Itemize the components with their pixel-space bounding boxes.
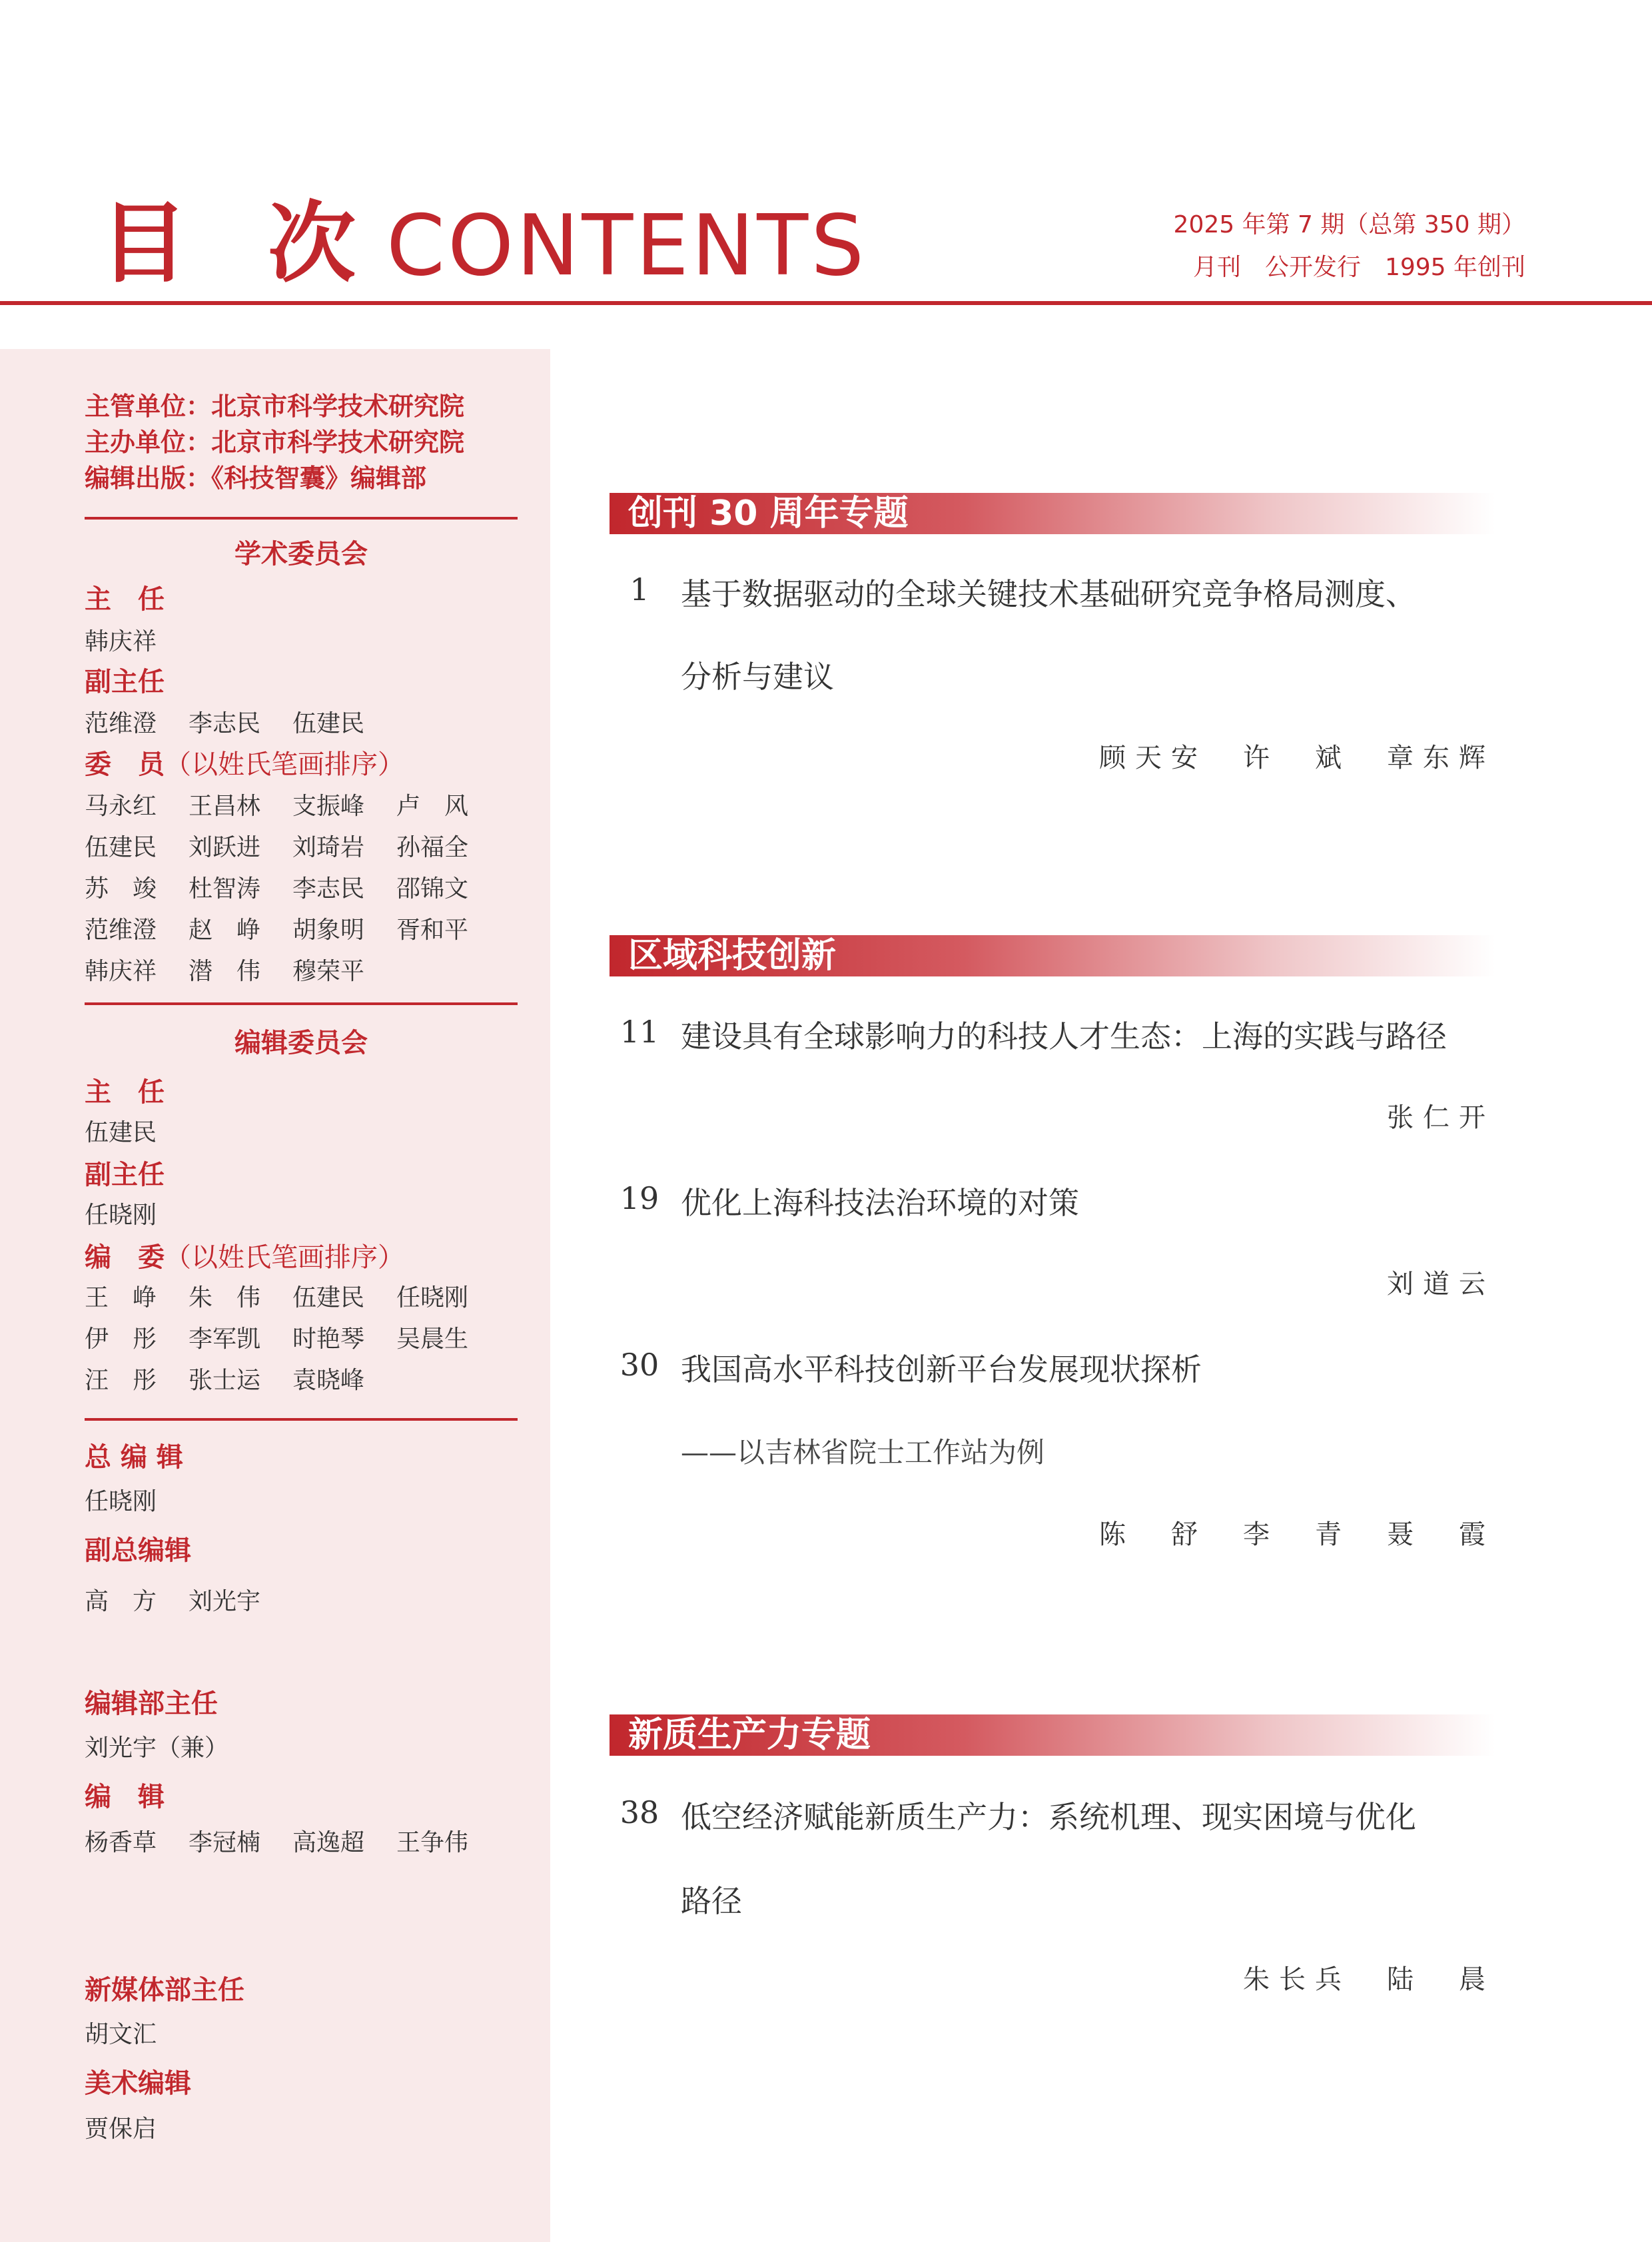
section-title: 创刊 30 周年专题: [628, 494, 909, 534]
name: 邵锦文: [396, 875, 469, 903]
academic-director-label: 主 任: [85, 584, 165, 615]
org-sponsor: 主办单位：北京市科学技术研究院: [85, 428, 465, 457]
name: 范维澄: [85, 917, 157, 944]
academic-members-row: [85, 952, 396, 986]
members-label: 编 委: [85, 1242, 165, 1273]
name: 高逸超: [292, 1829, 365, 1856]
article-title-cont[interactable]: 分析与建议: [681, 659, 834, 695]
name: 支振峰: [292, 793, 365, 820]
name: 刘跃进: [189, 834, 261, 861]
editorial-deputy: 任晓刚: [85, 1202, 157, 1229]
dept-director: 刘光宇（兼）: [85, 1734, 229, 1762]
members-note: （以姓氏笔画排序）: [165, 1242, 404, 1273]
editorial-director: 伍建民: [85, 1119, 157, 1146]
issue-info: [1174, 204, 1525, 289]
name: 刘光宇: [189, 1588, 261, 1615]
article-authors: 朱长兵 陆 晨: [1243, 1964, 1495, 1995]
name: 伍建民: [292, 710, 365, 737]
org-list: [85, 388, 518, 496]
org-supervisor: 主管单位：北京市科学技术研究院: [85, 392, 465, 421]
name: 袁晓峰: [292, 1367, 365, 1394]
art-editor: 贾保启: [85, 2115, 157, 2143]
name: 朱 伟: [189, 1284, 261, 1311]
section-title: 区域科技创新: [628, 936, 837, 976]
name: 杜智涛: [189, 875, 261, 903]
article-authors: 顾天安 许 斌 章东辉: [1099, 743, 1495, 773]
divider: [85, 1002, 518, 1005]
name: 杨香草: [85, 1829, 157, 1856]
name: 王 峥: [85, 1284, 157, 1311]
divider: [85, 517, 518, 520]
name: 卢 风: [396, 793, 469, 820]
title-en: CONTENTS: [386, 196, 867, 294]
name: 汪 彤: [85, 1367, 157, 1394]
article-title[interactable]: 建设具有全球影响力的科技人才生态：上海的实践与路径: [681, 1018, 1447, 1054]
name: 胥和平: [396, 917, 469, 944]
name: 孙福全: [396, 834, 469, 861]
name: 李志民: [292, 875, 365, 903]
members-note: （以姓氏笔画排序）: [165, 749, 404, 780]
name: 李冠楠: [189, 1829, 261, 1856]
name: 伊 彤: [85, 1325, 157, 1353]
name: 潜 伟: [189, 958, 261, 985]
article-page: 11: [620, 1014, 659, 1050]
name: 张士运: [189, 1367, 261, 1394]
section-title: 新质生产力专题: [628, 1715, 871, 1755]
name: 刘琦岩: [292, 834, 365, 861]
new-media-label: 新媒体部主任: [85, 1975, 244, 2006]
name: 王争伟: [396, 1829, 469, 1856]
name: 赵 峥: [189, 917, 261, 944]
name: 高 方: [85, 1588, 157, 1615]
deputy-chiefs: [85, 1583, 292, 1617]
article-page: 38: [620, 1794, 659, 1830]
article-authors: 张仁开: [1387, 1102, 1495, 1133]
name: 时艳琴: [292, 1325, 365, 1353]
academic-deputies: [85, 705, 396, 739]
academic-members-row: [85, 829, 500, 863]
name: 吴晨生: [396, 1325, 469, 1353]
article-authors: 刘道云: [1387, 1269, 1495, 1300]
title-cn-mu: 目: [100, 192, 188, 295]
members-label: 委 员: [85, 749, 165, 780]
name: 胡象明: [292, 917, 365, 944]
editorial-members-row: [85, 1279, 500, 1313]
editorial-committee-heading: 编辑委员会: [234, 1028, 368, 1058]
new-media-director: 胡文汇: [85, 2021, 157, 2048]
editorial-members-label: [85, 1236, 404, 1274]
academic-members-row: [85, 911, 500, 945]
page-title: [100, 181, 867, 295]
section-banner: [610, 935, 1495, 976]
divider: [85, 1418, 518, 1421]
article-title-cont[interactable]: 路径: [681, 1883, 742, 1919]
name: 李军凯: [189, 1325, 261, 1353]
name: 韩庆祥: [85, 958, 157, 985]
article-page: 1: [629, 571, 649, 607]
editors-label: 编 辑: [85, 1782, 165, 1812]
academic-deputy-label: 副主任: [85, 667, 165, 697]
academic-members-label: [85, 743, 404, 781]
editorial-director-label: 主 任: [85, 1077, 165, 1108]
name: 王昌林: [189, 793, 261, 820]
section-banner: [610, 1714, 1495, 1756]
name: 伍建民: [85, 834, 157, 861]
article-title[interactable]: 我国高水平科技创新平台发展现状探析: [681, 1351, 1202, 1387]
name: 伍建民: [292, 1284, 365, 1311]
name: 穆荣平: [292, 958, 365, 985]
article-title[interactable]: 优化上海科技法治环境的对策: [681, 1185, 1079, 1221]
org-publisher: 编辑出版：《科技智囊》编辑部: [85, 464, 427, 493]
art-editor-label: 美术编辑: [85, 2068, 191, 2099]
header-rule: [0, 301, 1652, 305]
editorial-members-row: [85, 1320, 500, 1354]
academic-director: 韩庆祥: [85, 628, 157, 655]
chief-editor: 任晓刚: [85, 1488, 157, 1515]
section-banner: [610, 493, 1495, 534]
dept-director-label: 编辑部主任: [85, 1688, 218, 1719]
issue-line: 2025 年第 7 期（总第 350 期）: [1173, 211, 1525, 238]
article-page: 19: [620, 1180, 659, 1216]
article-authors: 陈 舒 李 青 聂 霞: [1099, 1519, 1495, 1550]
editorial-deputy-label: 副主任: [85, 1160, 165, 1190]
article-page: 30: [620, 1347, 659, 1383]
article-subtitle: ——以吉林省院士工作站为例: [681, 1436, 1045, 1469]
name: 李志民: [189, 710, 261, 737]
title-cn-ci: 次: [268, 192, 356, 295]
name: 马永红: [85, 793, 157, 820]
academic-committee-heading: 学术委员会: [234, 539, 368, 569]
article-title[interactable]: 基于数据驱动的全球关键技术基础研究竞争格局测度、: [681, 576, 1416, 612]
name: 任晓刚: [396, 1284, 469, 1311]
article-title[interactable]: 低空经济赋能新质生产力：系统机理、现实困境与优化: [681, 1799, 1416, 1835]
editorial-members-row: [85, 1361, 396, 1395]
publish-line: 月刊 公开发行 1995 年创刊: [1192, 254, 1525, 281]
name: 范维澄: [85, 710, 157, 737]
editors: [85, 1824, 500, 1858]
deputy-chief-label: 副总编辑: [85, 1535, 191, 1566]
chief-editor-label: 总 编 辑: [85, 1442, 183, 1473]
academic-members-row: [85, 787, 500, 821]
name: 苏 竣: [85, 875, 157, 903]
academic-members-row: [85, 870, 500, 904]
